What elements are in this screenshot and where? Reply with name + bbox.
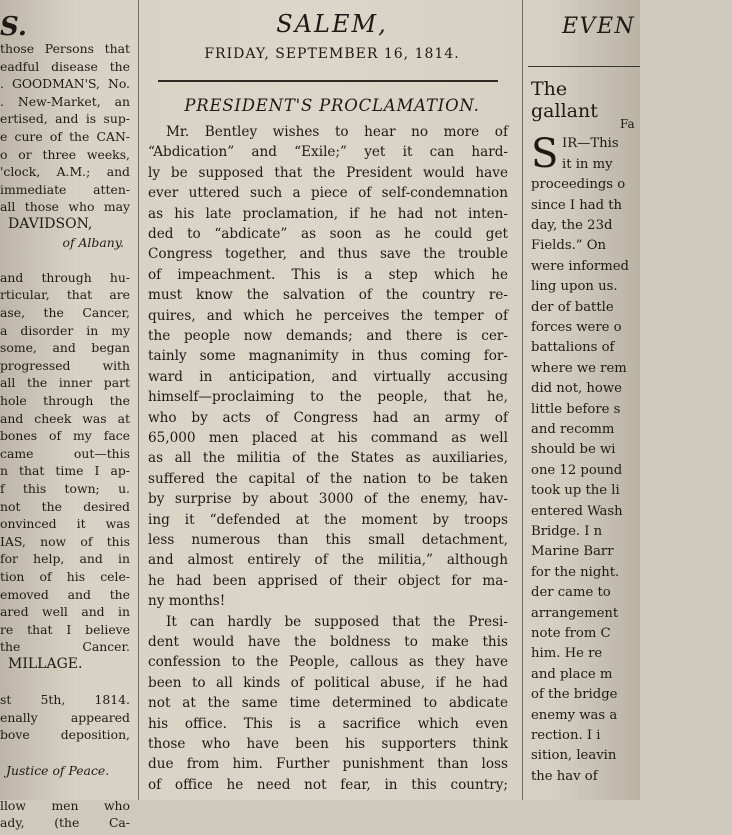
left-column-text-line: n that time I ap- xyxy=(0,463,130,479)
left-column-text-line: f this town; u. xyxy=(0,481,130,496)
left-column-text-line: . GOODMAN'S, No. xyxy=(0,76,130,92)
left-column-text-line: emoved and the xyxy=(0,586,130,602)
right-column xyxy=(528,0,640,800)
left-column-text-line: st 5th, 1814. xyxy=(0,692,130,708)
middle-column-text-line: tainly some magnanimity in thus coming for- xyxy=(148,348,508,365)
left-column-text-line: llow men who xyxy=(0,797,130,813)
right-column-text-line: Fa xyxy=(620,117,635,131)
left-column-text-line: Justice of Peace. xyxy=(6,762,110,778)
left-column-text-line: immediate atten- xyxy=(0,181,130,197)
left-column-text-line: those Persons that xyxy=(0,41,130,56)
left-column-text-line: progressed with xyxy=(0,357,130,373)
left-column-text-line: e cure of the CAN- xyxy=(0,129,130,144)
middle-column-text-line: It can hardly be supposed that the Presi- xyxy=(166,613,508,630)
right-column-text-line: IR—This xyxy=(562,136,619,152)
middle-column-text-line: ded to “abdicate” as soon as he could get xyxy=(148,226,508,242)
right-column-title: EVEN xyxy=(562,14,636,39)
middle-column-text-line: Congress together, and thus save the trouble xyxy=(148,246,508,263)
right-column-headline: The gallant xyxy=(531,78,598,122)
masthead-rule xyxy=(158,80,498,82)
middle-column-text-line: the people now demands; and there is cer- xyxy=(148,328,508,344)
right-column-text-line: took up the li xyxy=(531,483,620,499)
right-column-text-line: since I had th xyxy=(531,197,623,213)
middle-column-text-line: ever uttered such a piece of self-condemnation xyxy=(148,185,508,202)
masthead: SALEM, xyxy=(276,10,388,38)
left-column-text-line: bones of my face xyxy=(0,428,130,444)
middle-column-text-line: quires, and which he perceives the temper of xyxy=(148,307,508,324)
middle-column-text-line: Mr. Bentley wishes to hear no more of xyxy=(166,124,508,140)
left-column-text-line: DAVIDSON, xyxy=(8,216,93,232)
left-column-text-line: all the inner part xyxy=(0,375,130,391)
middle-column-text-line: 65,000 men placed at his command as well xyxy=(148,430,508,446)
left-column-text-line: not the desired xyxy=(0,498,130,514)
left-column-title: S. xyxy=(0,12,27,42)
right-column-text-line: should be wi xyxy=(531,442,616,458)
middle-column-text-line: ward in anticipation, and virtually accusing xyxy=(148,368,508,385)
left-column-text-line: tion of his cele- xyxy=(0,569,130,584)
right-column-text-line: entered Wash xyxy=(531,503,623,519)
right-title-rule xyxy=(528,66,640,67)
middle-column-text-line: ing it “defended at the moment by troops xyxy=(148,511,508,528)
right-column-text-line: the hav of xyxy=(531,768,598,784)
right-column-text-line: der came to xyxy=(531,585,611,601)
right-column-text-line: der of battle xyxy=(531,299,614,315)
right-column-text-line: did not, howe xyxy=(531,381,622,397)
left-column-text-line: a disorder in my xyxy=(0,322,130,338)
column-rule-right xyxy=(522,0,523,800)
middle-column-text-line: dent would have the boldness to make this xyxy=(148,634,508,650)
article-headline: PRESIDENT'S PROCLAMATION. xyxy=(184,96,480,115)
right-column-text-line: proceedings o xyxy=(531,177,626,193)
middle-column-text-line: been to all kinds of political abuse, if he had xyxy=(148,674,508,691)
right-column-text-line: Marine Barr xyxy=(531,544,614,560)
middle-column-text-line: of office he need not fear, in this country; xyxy=(148,776,508,793)
right-column-text-line: for the night. xyxy=(531,564,620,580)
left-column-text-line: hole through the xyxy=(0,393,130,408)
left-column-text-line: came out—this xyxy=(0,445,130,461)
right-column-text-line: him. He re xyxy=(531,646,603,662)
middle-column xyxy=(148,0,516,800)
dateline: FRIDAY, SEPTEMBER 16, 1814. xyxy=(204,46,460,62)
middle-column-text-line: of impeachment. This is a step which he xyxy=(148,266,508,283)
right-column-text-line: were informed xyxy=(531,258,629,274)
left-column-text-line: ady, (the Ca- xyxy=(0,815,130,831)
middle-column-text-line: must know the salvation of the country re- xyxy=(148,287,508,304)
right-column-text-line: enemy was a xyxy=(531,707,618,723)
middle-column-text-line: not at the same time determined to abdicate xyxy=(148,695,508,712)
left-column-text-line: some, and began xyxy=(0,340,130,356)
right-column-text-line: battalions of xyxy=(531,340,615,356)
right-column-text-line: it in my xyxy=(562,156,613,172)
middle-column-text-line: as his late proclamation, if he had not inten- xyxy=(148,205,508,222)
right-column-text-line: little before s xyxy=(531,401,621,417)
left-column-text-line: rticular, that are xyxy=(0,287,130,303)
middle-column-text-line: suffered the capital of the nation to be taken xyxy=(148,470,508,487)
right-column-text-line: one 12 pound xyxy=(531,462,623,478)
middle-column-text-line: who by acts of Congress had an army of xyxy=(148,409,508,426)
middle-column-text-line: less numerous than this small detachment, xyxy=(148,532,508,548)
right-column-text-line: ling upon us. xyxy=(531,279,618,295)
left-column-text-line: all those who may xyxy=(0,199,130,215)
middle-column-text-line: by surprise by about 3000 of the enemy, hav- xyxy=(148,491,508,508)
left-column-text-line: o or three weeks, xyxy=(0,146,130,162)
right-column-text-line: day, the 23d xyxy=(531,218,613,233)
right-column-text-line: arrangement xyxy=(531,605,619,621)
left-column-text-line: ared well and in xyxy=(0,604,130,620)
right-column-text-line: forces were o xyxy=(531,320,622,335)
left-column-text-line: enally appeared xyxy=(0,709,130,725)
middle-column-text-line: his office. This is a sacrifice which even xyxy=(148,715,508,732)
left-column-text-line: ase, the Cancer, xyxy=(0,305,130,320)
left-column-text-line: . New-Market, an xyxy=(0,93,130,109)
middle-column-text-line: due from him. Further punishment than loss xyxy=(148,756,508,773)
right-column-text-line: Bridge. I n xyxy=(531,524,603,539)
drop-cap: S xyxy=(531,131,559,177)
left-column-text-line: of Albany. xyxy=(62,234,124,250)
middle-column-text-line: as all the militia of the States as auxiliaries, xyxy=(148,450,508,467)
middle-column-text-line: “Abdication” and “Exile;” yet it can hard- xyxy=(148,144,508,161)
right-column-text-line: and recomm xyxy=(531,422,615,437)
left-column-text-line: bove deposition, xyxy=(0,727,130,743)
right-column-text-line: and place m xyxy=(531,666,613,682)
left-column-text-line: re that I believe xyxy=(0,621,130,637)
left-column-text-line: and through hu- xyxy=(0,269,130,285)
left-column-text-line: IAS, now of this xyxy=(0,533,130,549)
left-column-text-line: 'clock, A.M.; and xyxy=(0,164,130,180)
left-column-text-line: MILLAGE. xyxy=(8,656,83,672)
middle-column-text-line: and almost entirely of the militia,” although xyxy=(148,552,508,569)
left-column-text-line: eadful disease the xyxy=(0,58,130,74)
middle-column-text-line: he had been apprised of their object for ma- xyxy=(148,572,508,589)
column-rule-left xyxy=(138,0,139,800)
left-column-text-line: the Cancer. xyxy=(0,639,130,655)
right-column-text-line: sition, leavin xyxy=(531,748,617,764)
right-column-text-line: rection. I i xyxy=(531,728,601,743)
middle-column-text-line: ny months! xyxy=(148,593,226,610)
left-column-text-line: onvinced it was xyxy=(0,516,130,532)
middle-column-text-line: himself—proclaiming to the people, that he, xyxy=(148,389,508,406)
right-column-text-line: of the bridge xyxy=(531,687,618,703)
left-column-text-line: for help, and in xyxy=(0,551,130,567)
right-column-text-line: note from C xyxy=(531,626,611,641)
middle-column-text-line: ly be supposed that the President would have xyxy=(148,164,508,181)
left-column-text-line: ertised, and is sup- xyxy=(0,111,130,127)
right-column-text-line: Fields.” On xyxy=(531,238,607,254)
left-column-text-line: and cheek was at xyxy=(0,410,130,426)
right-column-text-line: where we rem xyxy=(531,360,627,376)
middle-column-text-line: confession to the People, callous as they have xyxy=(148,654,508,671)
middle-column-text-line: those who have been his supporters think xyxy=(148,736,508,752)
left-column xyxy=(0,0,132,831)
